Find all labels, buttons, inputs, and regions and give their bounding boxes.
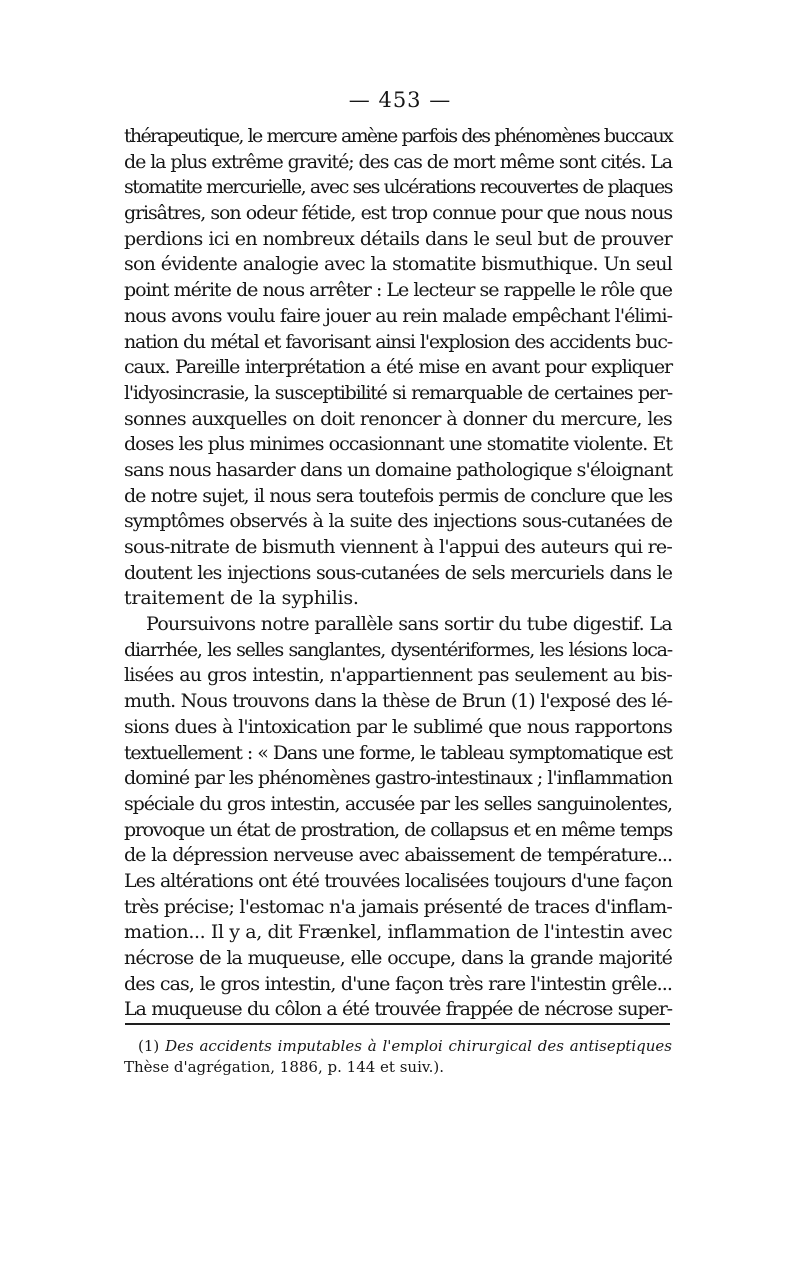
text-line: spéciale du gros intestin, accusée par les selles sanguinolentes, — [124, 792, 672, 815]
text-line: son évidente analogie avec la stomatite bismuthique. Un seul — [124, 253, 672, 276]
text-line: grisâtres, son odeur fétide, est trop connue pour que nous nous — [124, 202, 672, 225]
text-line: des cas, le gros intestin, d'une façon très rare l'intestin grêle... — [124, 972, 672, 995]
text-line: diarrhée, les selles sanglantes, dysentériformes, les lésions loca- — [124, 638, 672, 661]
text-line: mation... Il y a, dit Frænkel, inflammation de l'intestin avec — [124, 921, 673, 944]
text-line: thérapeutique, le mercure amène parfois des phénomènes buccaux — [124, 125, 672, 147]
text-line: doses les plus minimes occasionnant une stomatite violente. Et — [124, 433, 672, 456]
text-line: nécrose de la muqueuse, elle occupe, dans la grande majorité — [124, 947, 672, 969]
text-line: dominé par les phénomènes gastro-intestinaux ; l'inflammation — [124, 767, 673, 790]
text-line: stomatite mercurielle, avec ses ulcérations recouvertes de plaques — [124, 176, 672, 199]
text-line: nous avons voulu faire jouer au rein malade empêchant l'élimi- — [124, 304, 672, 327]
text-line: textuellement : « Dans une forme, le tableau symptomatique est — [124, 741, 672, 764]
text-line: provoque un état de prostration, de collapsus et en même temps — [124, 818, 672, 841]
text-line: doutent les injections sous-cutanées de sels mercuriels dans le — [124, 561, 672, 584]
text-line: Les altérations ont été trouvées localisées toujours d'une façon — [124, 869, 672, 892]
text-line: lisées au gros intestin, n'appartiennent pas seulement au bis- — [124, 664, 672, 687]
footnote-marker: (1) — [138, 1037, 160, 1055]
text-line: symptômes observés à la suite des injections sous-cutanées de — [124, 510, 672, 533]
footnote-line — [124, 1036, 672, 1057]
body-text — [124, 124, 672, 1023]
text-line: traitement de la syphilis. — [124, 587, 359, 610]
paragraph-1 — [124, 124, 672, 612]
text-line: sions dues à l'intoxication par le sublimé que nous rapportons — [124, 715, 672, 738]
text-line: nation du métal et favorisant ainsi l'explosion des accidents buc- — [124, 330, 672, 353]
page-number: — 453 — — [348, 88, 452, 112]
text-line: point mérite de nous arrêter : Le lecteur se rappelle le rôle que — [124, 279, 672, 302]
text-line: très précise; l'estomac n'a jamais présenté de traces d'inflam- — [124, 895, 672, 918]
text-line: perdions ici en nombreux détails dans le seul but de prouver — [124, 227, 672, 250]
text-line: l'idyosincrasie, la susceptibilité si remarquable de certaines per- — [124, 381, 672, 404]
footnote-continuation: Thèse d'agrégation, 1886, p. 144 et suiv.). — [124, 1058, 444, 1076]
text-line: caux. Pareille interprétation a été mise en avant pour expliquer — [124, 356, 672, 379]
footnote — [124, 1036, 672, 1078]
footnote-separator — [125, 1023, 670, 1025]
text-line: de la dépression nerveuse avec abaissement de température... — [124, 844, 672, 867]
text-line: Poursuivons notre parallèle sans sortir du tube digestif. La — [146, 613, 672, 636]
text-line: sonnes auxquelles on doit renoncer à donner du mercure, les — [124, 407, 672, 430]
text-line: sans nous hasarder dans un domaine pathologique s'éloignant — [124, 458, 673, 481]
text-line: de notre sujet, il nous sera toutefois permis de conclure que les — [124, 484, 672, 507]
text-line: muth. Nous trouvons dans la thèse de Brun (1) l'exposé des lé- — [124, 690, 672, 713]
paragraph-2 — [124, 612, 672, 1023]
footnote-title: Des accidents imputables à l'emploi chirurgical des antiseptiques — [165, 1037, 672, 1055]
text-line: sous-nitrate de bismuth viennent à l'appui des auteurs qui re- — [124, 536, 672, 558]
text-line: de la plus extrême gravité; des cas de mort même sont cités. La — [124, 150, 672, 173]
text-line: La muqueuse du côlon a été trouvée frappée de nécrose super- — [124, 998, 672, 1021]
